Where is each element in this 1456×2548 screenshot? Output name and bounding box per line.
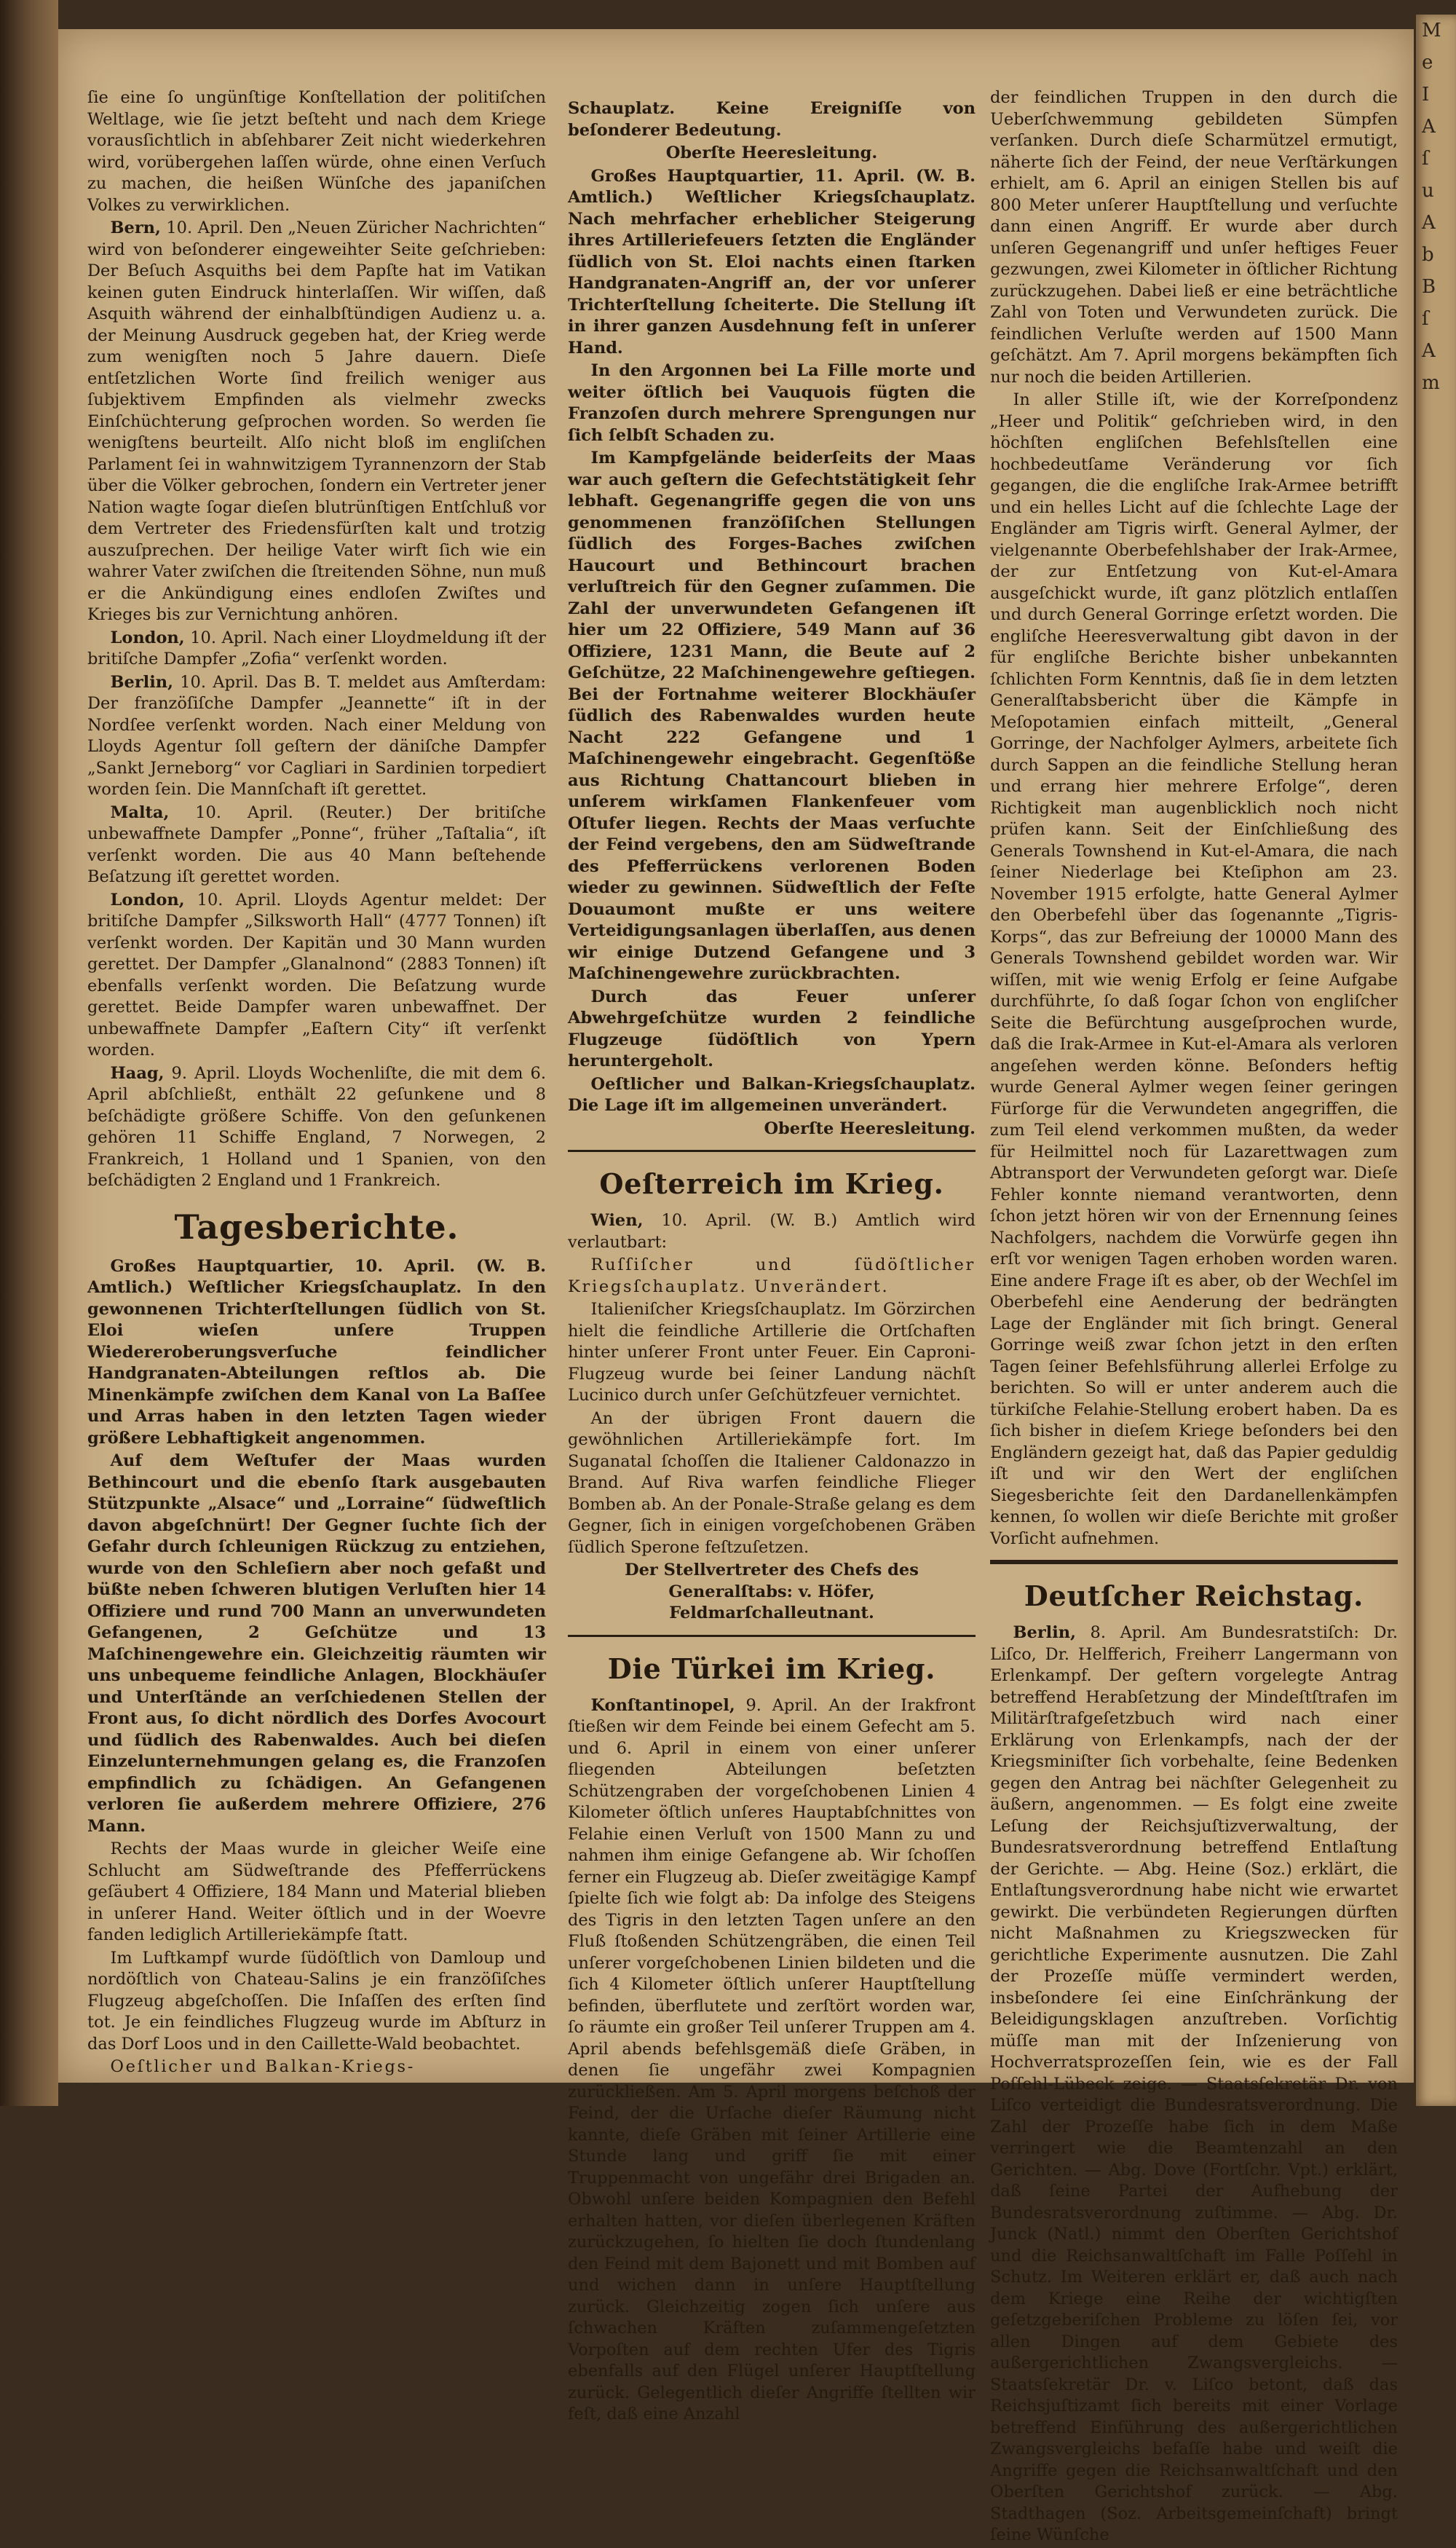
- article-text: Schauplatz. Keine Ereigniſſe von beſonderer Bedeutung.: [568, 99, 976, 140]
- signature: Der Stellvertreter des Chefs des Generalſtabs: v. Höfer, Feldmarſchalleutnant.: [625, 1561, 919, 1622]
- edge-letter: B: [1422, 276, 1436, 298]
- edge-letter: A: [1422, 212, 1436, 234]
- column-1: [87, 87, 546, 2080]
- article-text: In den Argonnen bei La Fille morte und weiter öſtlich bei Vauquois fügten die Franzoſen durch mehrere Sprengungen nur ſich ſelbſt Schaden zu.: [568, 361, 976, 445]
- adjacent-page-edge: [1416, 15, 1456, 2106]
- news-item: Bern, 10. April. Den „Neuen Züricher Nachrichten“ wird von beſonderer eingeweihter Seite geſchrieben: Der Beſuch Asquiths bei dem Papſte hat im Vatikan keinen guten Eindruck hinterlaſſen. Wir wiſſen, daß Asquith während der einhalbſtündigen Audienz u. a. der Meinung Ausdruck gegeben hat, der Krieg werde zum wenigſten noch 5 Jahre dauern. Dieſe entſetzlichen Worte ſind freilich weniger aus ſubjektivem Empfinden als vielmehr zwecks Einſchüchterung geſprochen worden. So werden ſie wenigſtens beurteilt. Alſo nicht bloß im engliſchen Parlament ſei in wahnwitzigem Tyrannenzorn der Stab über die Völker gebrochen, ſondern ein Vertreter jener Nation wagte ſogar dieſen blutrünſtigen Entſchluß vor dem Vertreter des Friedensfürſten kalt und trotzig auszuſprechen. Der heilige Vater wirft ſich wie ein wahrer Vater zwiſchen die ſtreitenden Söhne, nun muß er die Ankündigung eines endloſen Zwiſtes und Krieges bis zur Vernichtung anhören.: [87, 218, 546, 624]
- article-text: Oeſtlicher und Balkan-Kriegsſchauplatz. Die Lage iſt im allgemeinen unverändert.: [568, 1074, 976, 1115]
- article-text: Oeſtlicher und Balkan-Kriegs-: [110, 2057, 416, 2076]
- section-heading: Tagesberichte.: [174, 1207, 459, 1247]
- section-heading: Oeſterreich im Krieg.: [599, 1167, 944, 1200]
- column-3: [990, 87, 1398, 2548]
- section-heading: Die Türkei im Krieg.: [607, 1652, 936, 1685]
- section-heading: Deutſcher Reichstag.: [1024, 1579, 1364, 1612]
- news-item: Wien, 10. April. (W. B.) Amtlich wird verlautbart:: [568, 1211, 976, 1252]
- news-item: Berlin, 10. April. Das B. T. meldet aus Amſterdam: Der franzöſiſche Dampfer „Jeannette“ iſt in der Nordſee verſenkt worden. Nach einer Meldung von Lloyds Agentur ſoll geſtern der däniſche Dampfer „Sankt Jerneborg“ vor Cagliari in Sardinien torpediert worden ſein. Die Mannſchaft iſt gerettet.: [87, 672, 547, 799]
- article-text: An der übrigen Front dauern die gewöhnlichen Artilleriekämpfe fort. Im Suganatal ſchoſſen die Italiener Caldonazzo in Brand. Auf Riva warfen feindliche Flieger Bomben ab. An der Ponale-Straße gelang es dem Gegner, ſich in einigen vorgeſchobenen Gräben ſüdlich Sperone feſtzuſetzen.: [568, 1408, 976, 1557]
- article-text: ſie eine ſo ungünſtige Konſtellation der politiſchen Weltlage, wie ſie jetzt beſteht und nach dem Kriege vorausſichtlich in abſehbarer Zeit nicht wiederkehren wird, vorübergehen laſſen würde, ohne einen Verſuch zu machen, die heißen Wünſche des japaniſchen Volkes zu verwirklichen.: [87, 88, 546, 215]
- column-2: [568, 98, 976, 2427]
- news-item: Berlin, 8. April. Am Bundesratstiſch: Dr. Liſco, Dr. Helfferich, Freiherr Langermann von Erlenkampf. Der geſtern vorgelegte Antrag betreffend Herabſetzung der Mindeſtſtrafen im Militärſtrafgeſetzbuch wird nach einer Erklärung von Erlenkampfs, nach der der Kriegsminiſter ſich vorbehalte, ſeine Bedenken gegen den Antrag bei nächſter Gelegenheit zu äußern, angenommen. — Es folgt eine zweite Leſung der Reichsjuſtizverwaltung, der Bundesratsverordnung betreffend Entlaſtung der Gerichte. — Abg. Heine (Soz.) erklärt, die Entlaſtungsverordnung habe nicht wie erwartet gewirkt. Die verbündeten Regierungen dürften nicht Maßnahmen zu Kriegszwecken für gerichtliche Experimente ausnutzen. Die Zahl der Prozeſſe müſſe vermindert werden, insbeſondere ſei eine Einſchränkung der Beleidigungsklagen anzuſtreben. Vorſichtig müſſe man mit der Inſzenierung von Hochverratsprozeſſen ſein, wie es der Fall Poſſehl-Lübeck zeige. — Staatsſekretär Dr. von Liſco verteidigt die Bundesratsverordnung. Die Zahl der Prozeſſe habe ſich in dem Maße verringert wie die Beamtenzahl an den Gerichten. — Abg. Dove (Fortſchr. Vpt.) erklärt, daß ſeine Partei der Aufhebung der Bundesratsverordnung zuſtimme. — Abg. Dr. Junck (Natl.) nimmt den Oberſten Gerichtshof und die Reichsanwaltſchaft im Falle Poſſehl in Schutz. Im Weiteren erklärt er, daß auch nach dem Kriege eine Reihe der wichtigſten geſetzgeberiſchen Probleme zu löſen ſei, vor allen Dingen auf dem Gebiete des außergerichtlichen Zwangsvergleichs. — Staatsſekretär Dr. v. Liſco betont, daß das Reichsjuſtizamt ſich bereits mit einer Vorlage betreffend Einführung des außergerichtlichen Zwangsvergleichs befaſſe habe und weiſt die Angriffe gegen die Reichsanwaltſchaft und den Oberſten Gerichtshof zurück. — Abg. Stadthagen (Soz. Arbeitsgemeinſchaft) bringt ſeine Wünſche: [990, 1623, 1398, 2544]
- article-text: Durch das Feuer unſerer Abwehrgeſchütze wurden 2 feindliche Flugzeuge ſüdöſtlich von Ypern heruntergeholt.: [568, 987, 976, 1070]
- edge-letter: M: [1422, 20, 1441, 42]
- edge-letter: b: [1422, 244, 1434, 266]
- article-text: der feindlichen Truppen in den durch die Ueberſchwemmung gebildeten Sümpfen verſanken. Durch dieſe Scharmützel ermutigt, näherte ſich der Feind, der neue Verſtärkungen erhielt, am 6. April an einigen Stellen bis auf 800 Meter unſerer Hauptſtellung und verſuchte dann einen Angriff. Er wurde aber durch unſeren Gegenangriff und unſer heftiges Feuer gezwungen, zwei Kilometer in öſtlicher Richtung zurückzugehen. Dabei ließ er eine beträchtliche Zahl von Toten und Verwundeten zurück. Die feindlichen Verluſte werden auf 1500 Mann geſchätzt. Am 7. April morgens bekämpften ſich nur noch die beiden Artillerien.: [990, 88, 1398, 387]
- divider: [568, 1150, 976, 1152]
- edge-letter: e: [1422, 52, 1433, 74]
- news-item: London, 10. April. Lloyds Agentur meldet: Der britiſche Dampfer „Silksworth Hall“ (4777 Tonnen) iſt verſenkt worden. Der Kapitän und 30 Mann wurden gerettet. Der Dampfer „Glanalnond“ (2883 Tonnen) iſt ebenfalls verſenkt worden. Die Beſatzung wurde gerettet. Beide Dampfer waren unbewaffnet. Der unbewaffnete Dampfer „Eaſtern City“ iſt verſenkt worden.: [87, 890, 546, 1060]
- article-text: Rechts der Maas wurde in gleicher Weiſe eine Schlucht am Südweſtrande des Pfefferrückens geſäubert 4 Offiziere, 184 Mann und Material blieben in unſerer Hand. Weiter öſtlich und in der Woevre fanden lediglich Artilleriekämpfe ſtatt.: [87, 1839, 546, 1944]
- edge-letter: A: [1422, 340, 1436, 362]
- news-item: Großes Hauptquartier, 10. April. (W. B. Amtlich.) Weſtlicher Kriegsſchauplatz. In den gewonnenen Trichterſtellungen ſüdlich von St. Eloi wieſen unſere Truppen Wiedereroberungsverſuche feindlicher Handgranaten-Abteilungen reſtlos ab. Die Minenkämpfe zwiſchen dem Kanal von La Baſſee und Arras haben in den letzten Tagen wieder größere Lebhaftigkeit angenommen.: [87, 1256, 547, 1448]
- article-text: Ruſſiſcher und ſüdöſtlicher Kriegsſchauplatz. Unverändert.: [568, 1255, 976, 1296]
- article-text: Italieniſcher Kriegsſchauplatz. Im Görzirchen hielt die feindliche Artillerie die Ortſchaften hinter unſerer Front unter Feuer. Ein Caproni-Flugzeug wurde bei ſeiner Landung nächſt Lucinico durch unſer Geſchützfeuer vernichtet.: [568, 1300, 976, 1405]
- edge-letter: m: [1422, 372, 1440, 394]
- news-item: Konſtantinopel, 9. April. An der Irakfront ſtießen wir dem Feinde bei einem Gefecht am 5. und 6. April in einem von einer unſerer fliegenden Abteilungen beſetzten Schützengraben der vorgeſchobenen Linien 4 Kilometer öſtlich unſeres Hauptabſchnittes von Felahie einen Verluſt von 1500 Mann zu und nahmen ihm einige Gefangene ab. Wir ſchoſſen ferner ein Flugzeug ab. Dieſer zweitägige Kampf ſpielte ſich wie folgt ab: Da infolge des Steigens des Tigris in den letzten Tagen unſere an den Fluß ſtoßenden Schützengräben, die einen Teil unſerer vorgeſchobenen Linien bildeten und die ſich 4 Kilometer öſtlich unſerer Hauptſtellung befinden, überflutete und zerſtört worden war, ſo räumte ein großer Teil unſerer Truppen am 4. April abends befehlsgemäß dieſe Gräben, in denen ſie ungefähr zwei Kompagnien zurückließen. Am 5. April morgens beſchoß der Feind, der die Urſache dieſer Räumung nicht kannte, dieſe Gräben mit ſeiner Artillerie eine Stunde lang und griff ſie mit einer Truppenmacht von ungefähr drei Brigaden an. Obwohl unſere beiden Kompagnien den Befehl erhalten hatten, vor dieſen überlegenen Kräften zurückzugehen, ſo hielten ſie doch ſtundenlang den Feind mit dem Bajonett und mit Bomben auf und wichen dann in unſere Hauptſtellung zurück. Gleichzeitig zogen ſich unſere aus ſchwachen Kräften zuſammengeſetzten Vorpoſten auf dem rechten Ufer des Tigris ebenfalls auf den Flügel unſerer Hauptſtellung zurück. Gelegentlich dieſer Angriffe ſtellten wir feſt, daß eine Anzahl: [568, 1695, 976, 2423]
- edge-letter: u: [1422, 180, 1434, 202]
- news-item: Malta, 10. April. (Reuter.) Der britiſche unbewaffnete Dampfer „Ponne“, früher „Taſtalia“, iſt verſenkt worden. Die aus 40 Mann beſtehende Beſatzung iſt gerettet worden.: [87, 802, 546, 886]
- divider: [568, 1635, 976, 1637]
- book-binding: [0, 0, 58, 2106]
- article-text: Im Luftkampf wurde ſüdöſtlich von Damloup und nordöſtlich von Chateau-Salins je ein franzöſiſches Flugzeug abgeſchoſſen. Die Inſaſſen des erſten ſind tot. Je ein feindliches Flugzeug wurde im Abſturz in das Dorf Loos und in den Caillette-Wald beobachtet.: [87, 1948, 546, 2054]
- edge-letter: ſ: [1422, 308, 1429, 330]
- edge-letter: A: [1422, 116, 1436, 138]
- signature: Oberſte Heeresleitung.: [764, 1119, 976, 1138]
- article-text: Im Kampfgelände beiderſeits der Maas war auch geſtern die Gefechtstätigkeit ſehr lebhaft. Gegenangriffe gegen die von uns genommenen franzöſiſchen Stellungen ſüdlich des Forges-Baches zwiſchen Haucourt und Bethincourt brachen verluſtreich für den Gegner zuſammen. Die Zahl der unverwundeten Gefangenen iſt hier um 22 Offiziere, 549 Mann auf 36 Offiziere, 1231 Mann, die Beute auf 2 Geſchütze, 22 Maſchinengewehre geſtiegen. Bei der Fortnahme weiterer Blockhäuſer ſüdlich des Rabenwaldes wurden heute Nacht 222 Gefangene und 1 Maſchinengewehr eingebracht. Gegenſtöße aus Richtung Chattancourt blieben in unſerem wirkſamen Flankenfeuer vom Oſtufer liegen. Rechts der Maas verſuchte der Feind vergebens, den am Südweſtrande des Pfefferrückens verlorenen Boden wieder zu gewinnen. Südweſtlich der Feſte Douaumont mußte er uns weitere Verteidigungsanlagen überlaſſen, aus denen wir einige Dutzend Gefangene und 3 Maſchinengewehre zurückbrachten.: [568, 449, 976, 983]
- article-text: In aller Stille iſt, wie der Korreſpondenz „Heer und Politik“ geſchrieben wird, in den höchſten engliſchen Befehlsſtellen eine hochbedeutſame Veränderung vor ſich gegangen, die die engliſche Irak-Armee betrifft und ein helles Licht auf die ſchlechte Lage der Engländer am Tigris wirft. General Aylmer, der vielgenannte Oberbefehlshaber der Irak-Armee, der zur Entſetzung von Kut-el-Amara ausgeſchickt wurde, iſt ganz plötzlich entlaſſen und durch General Gorringe erſetzt worden. Die engliſche Heeresverwaltung gibt davon in der für engliſche Berichte bisher unbekannten ſchlichten Form Kenntnis, daß ſie in dem letzten Generalſtabsbericht über die Kämpfe in Meſopotamien einfach mitteilt, „General Gorringe, der Nachfolger Aylmers, arbeitete ſich durch Sappen an die feindliche Stellung heran und errang hier mehrere Erfolge“, deren Richtigkeit man augenblicklich noch nicht prüfen kann. Seit der Einſchließung des Generals Townshend in Kut-el-Amara, die nach ſeiner Niederlage bei Kteſiphon am 23. November 1915 erfolgte, hatte General Aylmer den Oberbefehl über das ſogenannte „Tigris-Korps“, das zur Befreiung der 10000 Mann des Generals Townshend gebildet worden war. Wir wiſſen, mit wie wenig Erfolg er ſeine Aufgabe durchführte, ſo daß ſogar ſchon von engliſcher Seite die Befürchtung ausgeſprochen wurde, daß die Irak-Armee in Kut-el-Amara als verloren angeſehen werden könne. Beſonders heftig wurde General Aylmer wegen ſeiner geringen Fürſorge für die Verwundeten angegriffen, die zum Teil elend verkommen mußten, da weder für Heilmittel noch für Lazarettwagen zum Abtransport der Verwundeten geſorgt war. Dieſe Fehler konnte niemand verantworten, denn ſchon jetzt hören wir von der Ernennung ſeines Nachfolgers, nachdem die Vorwürfe gegen ihn erſt vor wenigen Tagen erhoben worden waren. Eine andere Frage iſt es aber, ob der Wechſel im Oberbefehl eine Aenderung der bedrängten Lage der Engländer mit ſich bringt. General Gorringe weiß zwar ſchon jetzt in den erſten Tagen ſeiner Befehlsführung allerlei Erfolge zu berichten. So will er unter anderem auch die türkiſche Felahie-Stellung erobert haben. Da es ſich bisher in dieſem Kriege beſonders bei den Engländern gezeigt hat, daß das Papier geduldig iſt und wir den Wert der engliſchen Siegesberichte ſeit den Dardanellenkämpfen kennen, ſo wollen wir dieſe Berichte mit großer Vorſicht aufnehmen.: [990, 390, 1398, 1548]
- news-item: London, 10. April. Nach einer Lloydmeldung iſt der britiſche Dampfer „Zofia“ verſenkt worden.: [87, 628, 546, 668]
- divider: [990, 1560, 1398, 1564]
- edge-letter: ſ: [1422, 148, 1429, 170]
- signature: Oberſte Heeresleitung.: [665, 143, 878, 162]
- article-text: Auf dem Weſtufer der Maas wurden Bethincourt und die ebenſo ſtark ausgebauten Stützpunkte „Alsace“ und „Lorraine“ ſüdweſtlich davon abgeſchnürt! Der Gegner ſuchte ſich der Gefahr durch ſchleunigen Rückzug zu entziehen, wurde von den Schleſiern aber noch gefaßt und büßte neben ſchweren blutigen Verluſten hier 14 Offiziere und rund 700 Mann an unverwundeten Gefangenen, 2 Geſchütze und 13 Maſchinengewehre ein. Gleichzeitig räumten wir uns unbequeme feindliche Anlagen, Blockhäuſer und Unterſtände an verſchiedenen Stellen der Front aus, ſo dicht nördlich des Dorfes Avocourt und ſüdlich des Rabenwaldes. Auch bei dieſen Einzelunternehmungen gelang es, die Franzoſen empfindlich zu ſchädigen. An Gefangenen verloren ſie außerdem mehrere Offiziere, 276 Mann.: [87, 1451, 546, 1836]
- edge-letter: I: [1422, 84, 1430, 106]
- news-item: Haag, 9. April. Lloyds Wochenliſte, die mit dem 6. April abſchließt, enthält 22 geſunkene und 8 beſchädigte größere Schiffe. Von den geſunkenen gehören 11 Schiffe England, 7 Norwegen, 2 Frankreich, 1 Holland und 1 Spanien, von den beſchädigten 2 England und 1 Frankreich.: [87, 1063, 546, 1190]
- news-item: Großes Hauptquartier, 11. April. (W. B. Amtlich.) Weſtlicher Kriegsſchauplatz. Nach mehrfacher erheblicher Steigerung ihres Artilleriefeuers ſetzten die Engländer ſüdlich von St. Eloi nachts einen ſtarken Handgranaten-Angriff an, der vor unſerer Trichterſtellung ſcheiterte. Die Stellung iſt in ihrer ganzen Ausdehnung feſt in unſerer Hand.: [568, 166, 976, 358]
